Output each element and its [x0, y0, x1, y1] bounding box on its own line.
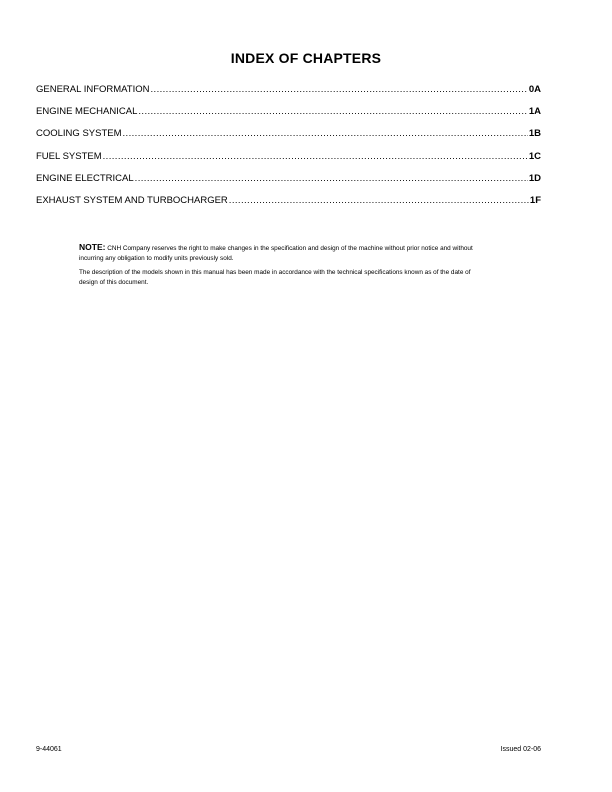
toc-entry-title: GENERAL INFORMATION: [36, 84, 150, 95]
issue-date: Issued 02-06: [500, 746, 541, 753]
toc-entry-engine-electrical[interactable]: [36, 173, 541, 195]
notes-section: [79, 243, 489, 292]
description-paragraph: The description of the models shown in this manual has been made in accordance with the technical specifications known as of the date of design of this document.: [79, 269, 471, 286]
toc-dot-leader: [123, 128, 528, 139]
toc-entry-code: 1A: [528, 106, 541, 118]
toc-entry-code: 1D: [528, 172, 541, 184]
note-label: NOTE:: [79, 242, 106, 252]
toc-dot-leader: [135, 173, 528, 184]
toc-entry-code: 0A: [528, 84, 541, 95]
toc-entry-title: ENGINE ELECTRICAL: [36, 172, 134, 184]
toc-entry-title: COOLING SYSTEM: [36, 128, 122, 140]
toc-entry-exhaust-system[interactable]: [36, 195, 541, 217]
toc-dot-leader: [150, 84, 527, 95]
chapter-index: [36, 84, 541, 217]
toc-entry-title: FUEL SYSTEM: [36, 150, 102, 162]
toc-entry-general-information[interactable]: [36, 84, 541, 106]
toc-entry-engine-mechanical[interactable]: [36, 106, 541, 128]
toc-dot-leader: [229, 195, 529, 206]
toc-entry-title: EXHAUST SYSTEM AND TURBOCHARGER: [36, 194, 228, 206]
toc-entry-code: 1B: [528, 128, 541, 140]
note-text: CNH Company reserves the right to make changes in the specification and design of the machine without prior notice and without incurring any obligation to modify units previously sold.: [79, 245, 473, 262]
toc-entry-code: 1F: [529, 194, 541, 206]
toc-entry-cooling-system[interactable]: [36, 128, 541, 150]
toc-entry-fuel-system[interactable]: [36, 151, 541, 173]
note-paragraph: [79, 243, 489, 263]
toc-entry-title: ENGINE MECHANICAL: [36, 106, 138, 118]
toc-dot-leader: [138, 106, 527, 117]
page-title: INDEX OF CHAPTERS: [230, 50, 382, 66]
document-number: 9-44061: [36, 746, 62, 753]
toc-entry-code: 1C: [528, 150, 541, 162]
toc-dot-leader: [103, 151, 528, 162]
